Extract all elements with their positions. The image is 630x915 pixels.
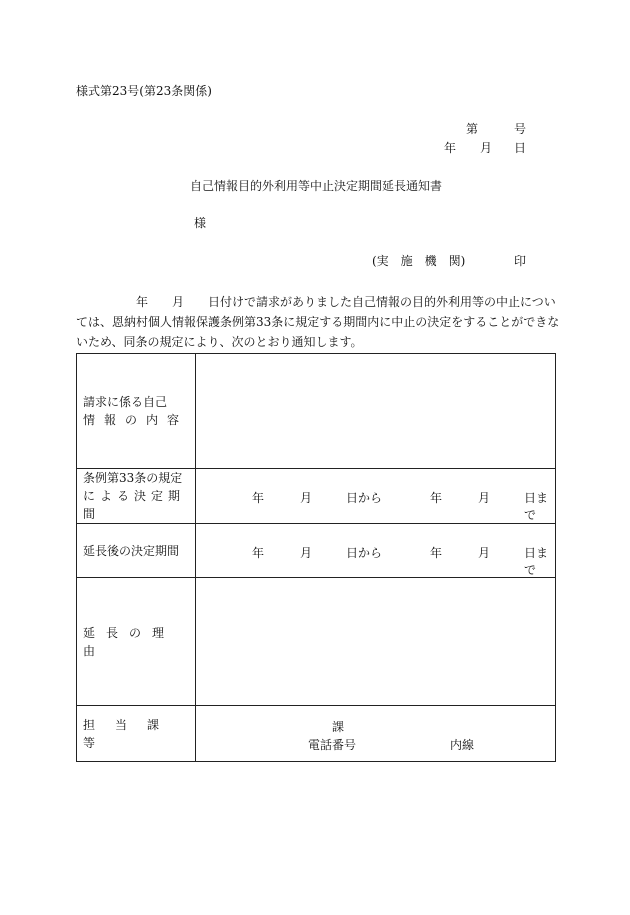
notice-table xyxy=(76,353,556,762)
date-month: 月 xyxy=(480,141,493,155)
doc-number-suffix: 号 xyxy=(514,122,527,136)
body-text: 年 月 日付けで請求がありました自己情報の目的外利用等の中止につい ては、恩納村個人情報保護条例第33条に規定する期間内に中止の決定をすることができな いため、同条の規定により、次のとおり通知します。 xyxy=(76,295,560,349)
row-reason: 延長の理由 xyxy=(77,578,556,706)
label-content-1: 請求に係る自己 xyxy=(83,395,168,409)
date-day: 日 xyxy=(514,141,527,155)
addressee-suffix: 様 xyxy=(194,216,207,230)
row-ordinance-period: 条例第33条の規定 による決定期間 年 月 日から 年 月 日まで xyxy=(77,469,556,524)
content-field[interactable] xyxy=(196,354,556,469)
row-content xyxy=(77,354,556,469)
extended-period-field[interactable]: 年 月 日から 年 月 日まで xyxy=(196,524,556,578)
form-number: 様式第23号(第23条関係) xyxy=(76,84,212,98)
seal-mark: 印 xyxy=(514,254,527,268)
date-year: 年 xyxy=(444,141,457,155)
document-title: 自己情報目的外利用等中止決定期間延長通知書 xyxy=(190,179,443,193)
department-field[interactable]: 課 電話番号 内線 xyxy=(196,706,556,762)
ordinance-period-field[interactable]: 年 月 日から 年 月 日まで xyxy=(196,469,556,524)
issuer-label: (実 施 機 関) xyxy=(372,254,466,268)
row-department: 担当課等 課 電話番号 内線 xyxy=(77,706,556,762)
row-extended-period: 延長後の決定期間 年 月 日から 年 月 日まで xyxy=(77,524,556,578)
reason-field[interactable] xyxy=(196,578,556,706)
label-content-2: 情報の内容 xyxy=(83,413,189,427)
doc-number-prefix: 第 xyxy=(466,122,479,136)
